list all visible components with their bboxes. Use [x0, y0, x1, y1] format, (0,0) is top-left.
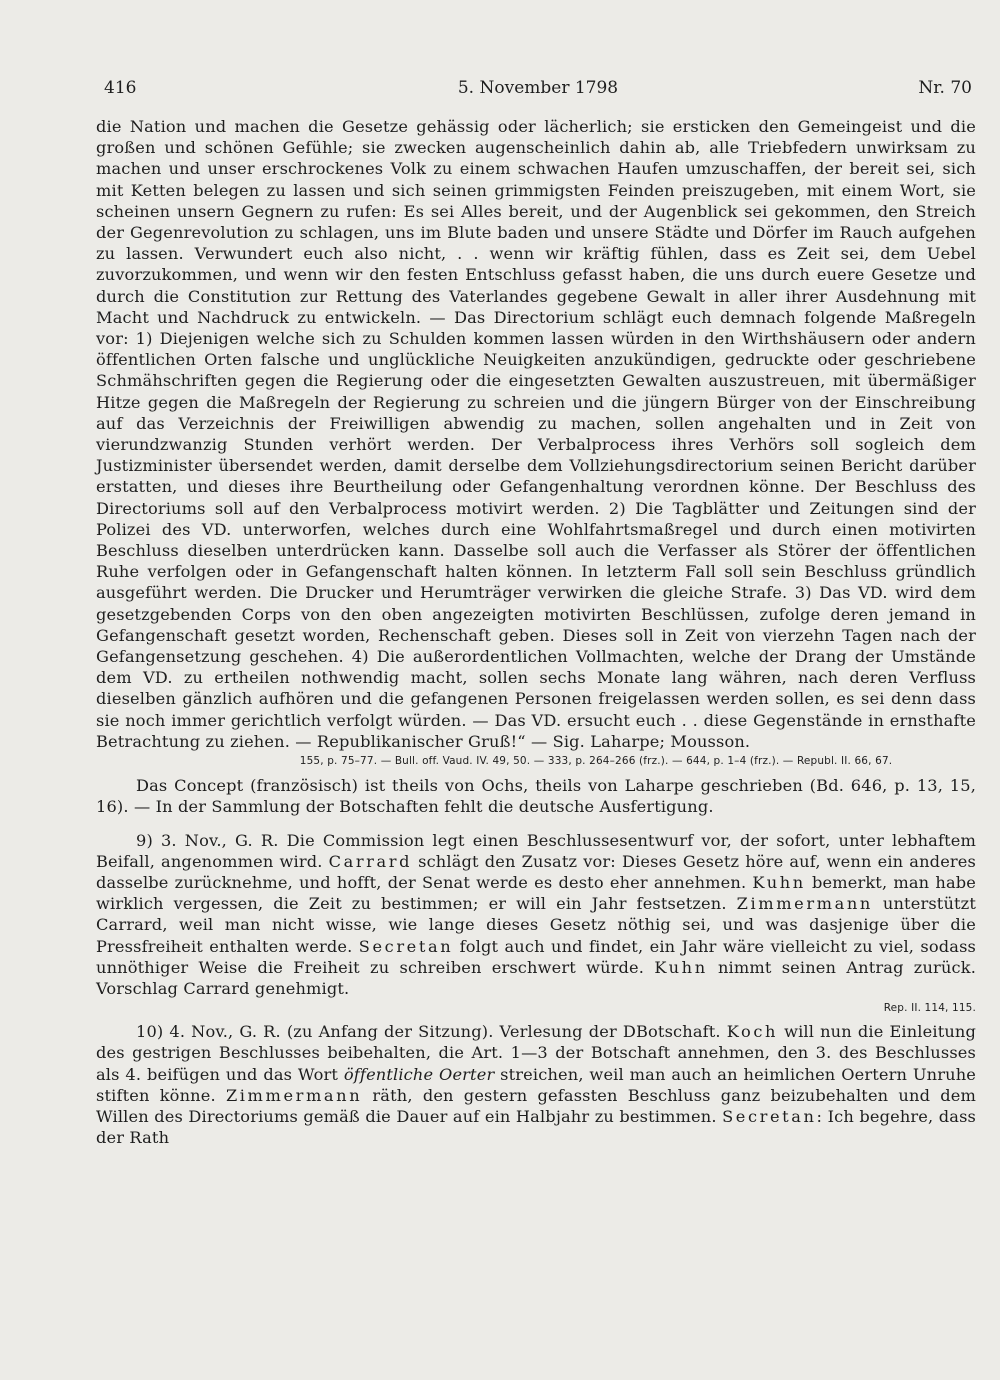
entry-text: streichen, weil man auch an heimlichen Oertern Unruhe stiften könne.	[96, 1064, 977, 1105]
speaker-name: Secretan	[358, 936, 454, 956]
speaker-name: Zimmermann	[736, 894, 873, 914]
entry-text: nimmt seinen Antrag zurück. Vorschlag Carrard genehmigt.	[96, 957, 976, 998]
entry-text: : Ich begehre, dass der Rath	[96, 1106, 976, 1148]
page-body	[96, 116, 976, 1148]
entry-text: unterstützt Carrard, weil man nicht wisse, wie lange dieses Gesetz nöthig sei, und was dasjenige über die Pressfreiheit enthalten werde.	[96, 894, 977, 956]
speaker-name: Secretan	[722, 1106, 817, 1126]
page-number: 416	[104, 78, 137, 98]
page-header	[104, 78, 972, 108]
entry-text: bemerkt, man habe wirklich vergessen, die Zeit zu bestimmen; er will ein Jahr festsetzen.	[96, 872, 977, 914]
entry-10-lead: 10) 4. Nov., G. R. (zu Anfang der Sitzung). Verlesung der DBotschaft.	[136, 1022, 721, 1042]
speaker-name: Kuhn	[654, 957, 708, 977]
speaker-name: Carrard	[328, 851, 413, 871]
entry-text: schlägt den Zusatz vor: Dieses Gesetz höre auf, wenn ein anderes dasselbe zurücknehme, und hofft, der Senat werde es desto eher annehmen.	[96, 851, 976, 892]
header-date: 5. November 1798	[457, 78, 619, 98]
repertory-reference: Rep. II. 114, 115.	[883, 1002, 976, 1015]
speaker-name: Kuhn	[752, 872, 806, 892]
speaker-name: Koch	[726, 1022, 779, 1042]
speaker-name: Zimmermann	[225, 1085, 363, 1105]
entry-10	[96, 1021, 976, 1148]
entry-9-lead: 9) 3. Nov., G. R. Die Commission legt einen Beschlussesentwurf vor, der sofort, unter lebhaftem Beifall, angenommen wird.	[96, 830, 976, 871]
editorial-note: Das Concept (französisch) ist theils von Ochs, theils von Laharpe geschrieben (Bd. 646, p. 13, 15, 16). — In der Sammlung der Botschaften fehlt die deutsche Ausfertigung.	[96, 776, 976, 817]
source-reference: 155, p. 75–77. — Bull. off. Vaud. IV. 49, 50. — 333, p. 264–266 (frz.). — 644, p. 1–4 (frz.). — Republ. II. 66, 67.	[299, 755, 893, 768]
entry-text: räth, den gestern gefassten Beschluss ganz beizubehalten und dem Willen des Directoriums gemäß die Dauer auf ein Halbjahr zu bestimmen.	[96, 1085, 977, 1126]
document-number: Nr. 70	[918, 78, 972, 98]
entry-text: will nun die Einleitung des gestrigen Beschlusses beibehalten, die Art. 1—3 der Botschaft annehmen, den 3. des Beschlusses als 4. beifügen und das Wort	[96, 1022, 977, 1084]
entry-text: folgt auch und findet, ein Jahr wäre vielleicht zu viel, sodass unnöthiger Weise die Freiheit zu schreiben erschwert würde.	[96, 936, 976, 977]
entry-9	[96, 830, 976, 1000]
italic-term: öffentliche Oerter	[343, 1064, 495, 1084]
main-paragraph: die Nation und machen die Gesetze gehässig oder lächerlich; sie ersticken den Gemeingeist und die großen und schönen Gefühle; sie zwecken augenscheinlich dahin ab, alle Triebfedern unwirksam zu machen und unser erschrockenes Volk zu einem schwachen Haufen umzuschaffen, der bereit sei, sich mit Ketten belegen zu lassen und sich seinen grimmigsten Feinden preiszugeben, mit einem Wort, sie scheinen unsern Gegnern zu rufen: Es sei Alles bereit, und der Augenblick sei gekommen, den Streich der Gegenrevolution zu schlagen, uns im Blute baden und unsere Städte und Dörfer im Rauch aufgehen zu lassen. Verwundert euch also nicht, . . wenn wir kräftig fühlen, dass es Zeit sei, dem Uebel zuvorzukommen, und wenn wir den festen Entschluss gefasst haben, die uns durch euere Gesetze und durch die Constitution zur Rettung des Vaterlandes gegebene Gewalt in aller ihrer Ausdehnung mit Macht und Nachdruck zu entwickeln. — Das Directorium schlägt euch demnach folgende Maßregeln vor: 1) Diejenigen welche sich zu Schulden kommen lassen würden in den Wirthshäusern oder andern öffentlichen Orten falsche und unglückliche Neuigkeiten anzukündigen, gedruckte oder geschriebene Schmähschriften gegen die Regierung oder die eingesetzten Gewalten auszustreuen, mit übermäßiger Hitze gegen die Maßregeln der Regierung zu schreien und die jüngern Bürger von der Einschreibung auf das Verzeichnis der Freiwilligen abwendig zu machen, sollen angehalten und in Zeit von vierundzwanzig Stunden verhört werden. Der Verbalprocess ihres Verhörs soll sogleich dem Justizminister übersendet werden, damit derselbe dem Vollziehungsdirectorium seinen Bericht darüber erstatten, und dieses ihre Beurtheilung oder Gefangenhaltung verordnen könne. Der Beschluss des Directoriums soll auf den Verbalprocess motivirt werden. 2) Die Tagblätter und Zeitungen sind der Polizei des VD. unterworfen, welches durch eine Wohlfahrtsmaßregel und durch einen motivirten Beschluss dieselben unterdrücken kann. Dasselbe soll auch die Verfasser als Störer der öffentlichen Ruhe verfolgen oder in Gefangenschaft halten können. In letzterm Fall soll sein Beschluss gründlich ausgeführt werden. Die Drucker und Herumträger verwirken die gleiche Strafe. 3) Das VD. wird dem gesetzgebenden Corps von den oben angezeigten motivirten Beschlüssen, zufolge deren jemand in Gefangenschaft gesetzt worden, Rechenschaft geben. Dieses soll in Zeit von vierzehn Tagen nach der Gefangensetzung geschehen. 4) Die außerordentlichen Vollmachten, welche der Drang der Umstände dem VD. zu ertheilen nothwendig macht, sollen sechs Monate lang währen, nach deren Verfluss dieselben gänzlich aufhören und die gefangenen Personen freigelassen werden sollen, es sei denn dass sie noch immer gerichtlich verfolgt würden. — Das VD. ersucht euch . . diese Gegenstände in ernsthafte Betrachtung zu ziehen. — Republikanischer Gruß!“ — Sig. Laharpe; Mousson.	[96, 117, 976, 751]
